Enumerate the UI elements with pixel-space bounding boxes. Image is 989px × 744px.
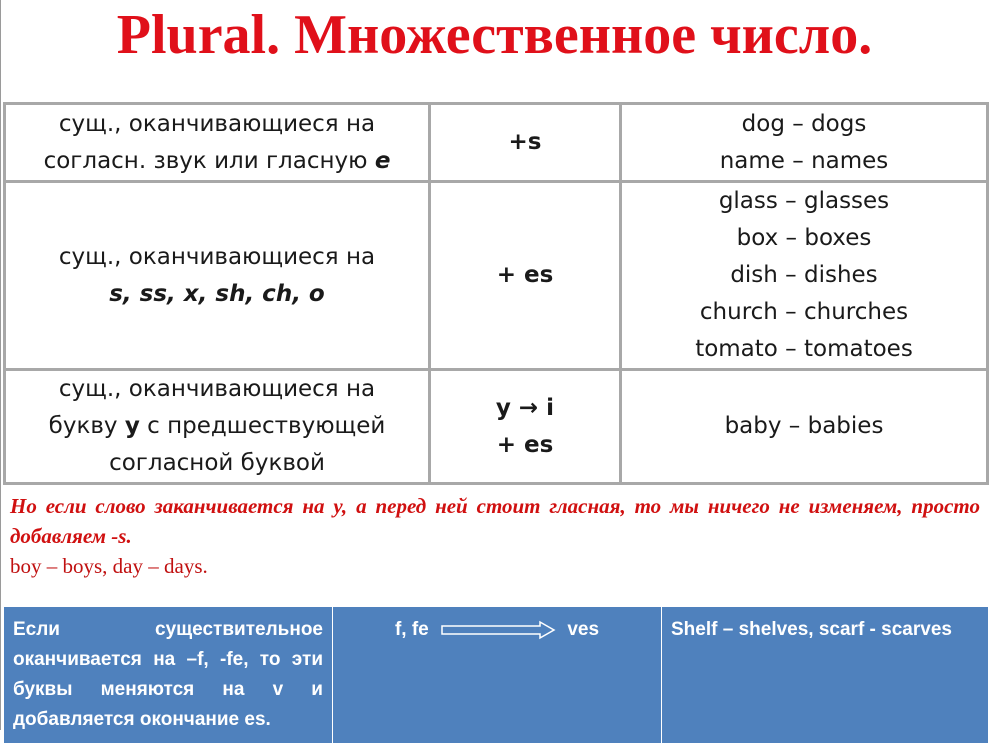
example-line: dish – dishes: [730, 262, 878, 288]
table-row: [4, 607, 989, 744]
page-title: Plural. Множественное число.: [116, 4, 873, 66]
suffix-line: + es: [496, 262, 554, 288]
rule-line: согласной буквой: [109, 450, 325, 476]
f-fe-rule-cell: Если существительное оканчивается на –f, -fe, то эти буквы меняются на v и добавляется окончание es.: [4, 607, 333, 744]
suffix-cell: [430, 104, 621, 182]
f-fe-rule-table: [3, 606, 989, 744]
examples-cell: [621, 182, 988, 370]
example-line: baby – babies: [724, 413, 884, 439]
example-line: glass – glasses: [718, 188, 890, 214]
rule-line-text: согласн. звук или гласную: [43, 147, 368, 174]
f-fe-suffix-cell: [333, 607, 662, 744]
suffix-line: +s: [508, 129, 542, 155]
examples-cell: [621, 104, 988, 182]
note-text: Но если слово заканчивается на y, а перед ней стоит гласная, то мы ничего не изменяем, просто добавляем -s.: [10, 494, 980, 548]
suffix-line: y → i: [495, 394, 555, 421]
rule-line-text: букву: [48, 413, 118, 439]
plural-rules-table: [3, 102, 989, 485]
example-line: church – churches: [699, 299, 909, 325]
rule-emphasis: e: [374, 147, 391, 174]
rule-line-text: с предшествующей: [147, 413, 386, 439]
rule-emphasis: y: [124, 413, 140, 439]
rule-cell: [5, 182, 430, 370]
table-row: [5, 182, 988, 370]
suffix-from: f, fe: [394, 619, 429, 640]
rule-line: сущ., оканчивающиеся на: [58, 376, 376, 402]
f-fe-examples-cell: Shelf – shelves, scarf - scarves: [662, 607, 989, 744]
note-example: boy – boys, day – days.: [10, 554, 208, 578]
rule-emphasis: s, ss, x, sh, ch, o: [109, 280, 325, 307]
note-block: [10, 491, 980, 581]
right-arrow-icon: [440, 620, 556, 640]
table-row: [5, 104, 988, 182]
suffix-line: + es: [496, 431, 554, 458]
rule-line: сущ., оканчивающиеся на: [58, 243, 376, 270]
rule-cell: [5, 370, 430, 484]
table-row: [5, 370, 988, 484]
suffix-to: ves: [567, 619, 600, 640]
suffix-cell: [430, 182, 621, 370]
example-line: box – boxes: [736, 225, 872, 251]
rule-line: [10, 143, 424, 180]
rule-line: сущ., оканчивающиеся на: [58, 110, 376, 137]
rule-cell: [5, 104, 430, 182]
example-line: dog – dogs: [741, 110, 867, 137]
frame-left-border: [0, 0, 1, 730]
example-line: name – names: [719, 147, 889, 174]
example-line: tomato – tomatoes: [695, 336, 913, 362]
examples-cell: [621, 370, 988, 484]
rule-line: [10, 408, 424, 445]
suffix-cell: [430, 370, 621, 484]
